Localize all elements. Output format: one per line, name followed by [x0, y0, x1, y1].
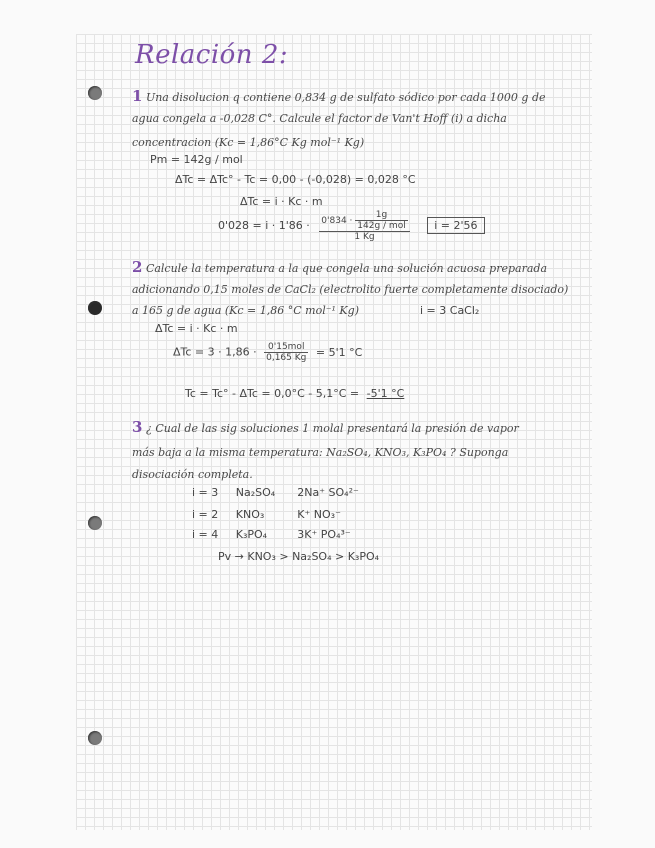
- page-title: Relación 2:: [135, 40, 289, 70]
- problem-1-line-2: agua congela a -0,028 C°. Calcule el factor de Van't Hoff (i) a dicha: [132, 112, 507, 125]
- problem-3-line-3: disociación completa.: [132, 468, 253, 481]
- dissociation-row: i = 3 Na₂SO₄ 2Na⁺ SO₄²⁻: [192, 486, 359, 499]
- problem-1-calculation: 0'028 = i · 1'86 · 0'834 · $\frac{1g}{\text{142g / mol}}$ 1 Kg i = 2'56: [218, 210, 485, 242]
- problem-2-line-3: a 165 g de agua (Kc = 1,86 °C mol⁻¹ Kg): [132, 304, 359, 317]
- dissociation-row: i = 4 K₃PO₄ 3K⁺ PO₄³⁻: [192, 528, 351, 541]
- problem-number: 3: [132, 418, 143, 436]
- problem-2-final: Tc = Tc° - ΔTc = 0,0°C - 5,1°C = -5'1 °C: [185, 387, 405, 400]
- molar-mass: Pm = 142g / mol: [150, 153, 243, 166]
- binder-hole: [88, 731, 102, 745]
- problem-1-line-1: 1 Una disolucion q contiene 0,834 g de sulfato sódico por cada 1000 g de: [132, 87, 546, 105]
- vant-hoff-note: i = 3 CaCl₂: [420, 304, 480, 317]
- final-answer: -5'1 °C: [366, 387, 405, 400]
- problem-2-calculation: ΔTc = 3 · 1,86 · $\frac{\text{0'15mol}}{0,165 Kg}$ = 5'1 °C: [173, 342, 363, 363]
- result-box: i = 2'56: [427, 217, 484, 234]
- problem-3-line-1: 3 ¿ Cual de las sig soluciones 1 molal presentará la presión de vapor: [132, 418, 519, 436]
- vapor-pressure-conclusion: Pv → KNO₃ > Na₂SO₄ > K₃PO₄: [218, 550, 380, 563]
- binder-hole: [88, 86, 102, 100]
- problem-1-line-3: concentracion (Kc = 1,86°C Kg mol⁻¹ Kg): [132, 136, 365, 149]
- problem-2-line-1: 2 Calcule la temperatura a la que congela una solución acuosa preparada: [132, 258, 547, 276]
- problem-2-line-2: adicionando 0,15 moles de CaCl₂ (electrolito fuerte completamente disociado): [132, 283, 569, 296]
- delta-t-equation: ΔTc = ΔTc° - Tc = 0,00 - (-0,028) = 0,028 °C: [175, 173, 416, 186]
- binder-hole: [88, 301, 102, 315]
- problem-number: 2: [132, 258, 143, 276]
- problem-number: 1: [132, 87, 143, 105]
- freezing-formula: ΔTc = i · Kc · m: [240, 195, 323, 208]
- freezing-formula: ΔTc = i · Kc · m: [155, 322, 238, 335]
- dissociation-row: i = 2 KNO₃ K⁺ NO₃⁻: [192, 508, 341, 521]
- problem-3-line-2: más baja a la misma temperatura: Na₂SO₄, KNO₃, K₃PO₄ ? Suponga: [132, 446, 509, 459]
- binder-hole: [88, 516, 102, 530]
